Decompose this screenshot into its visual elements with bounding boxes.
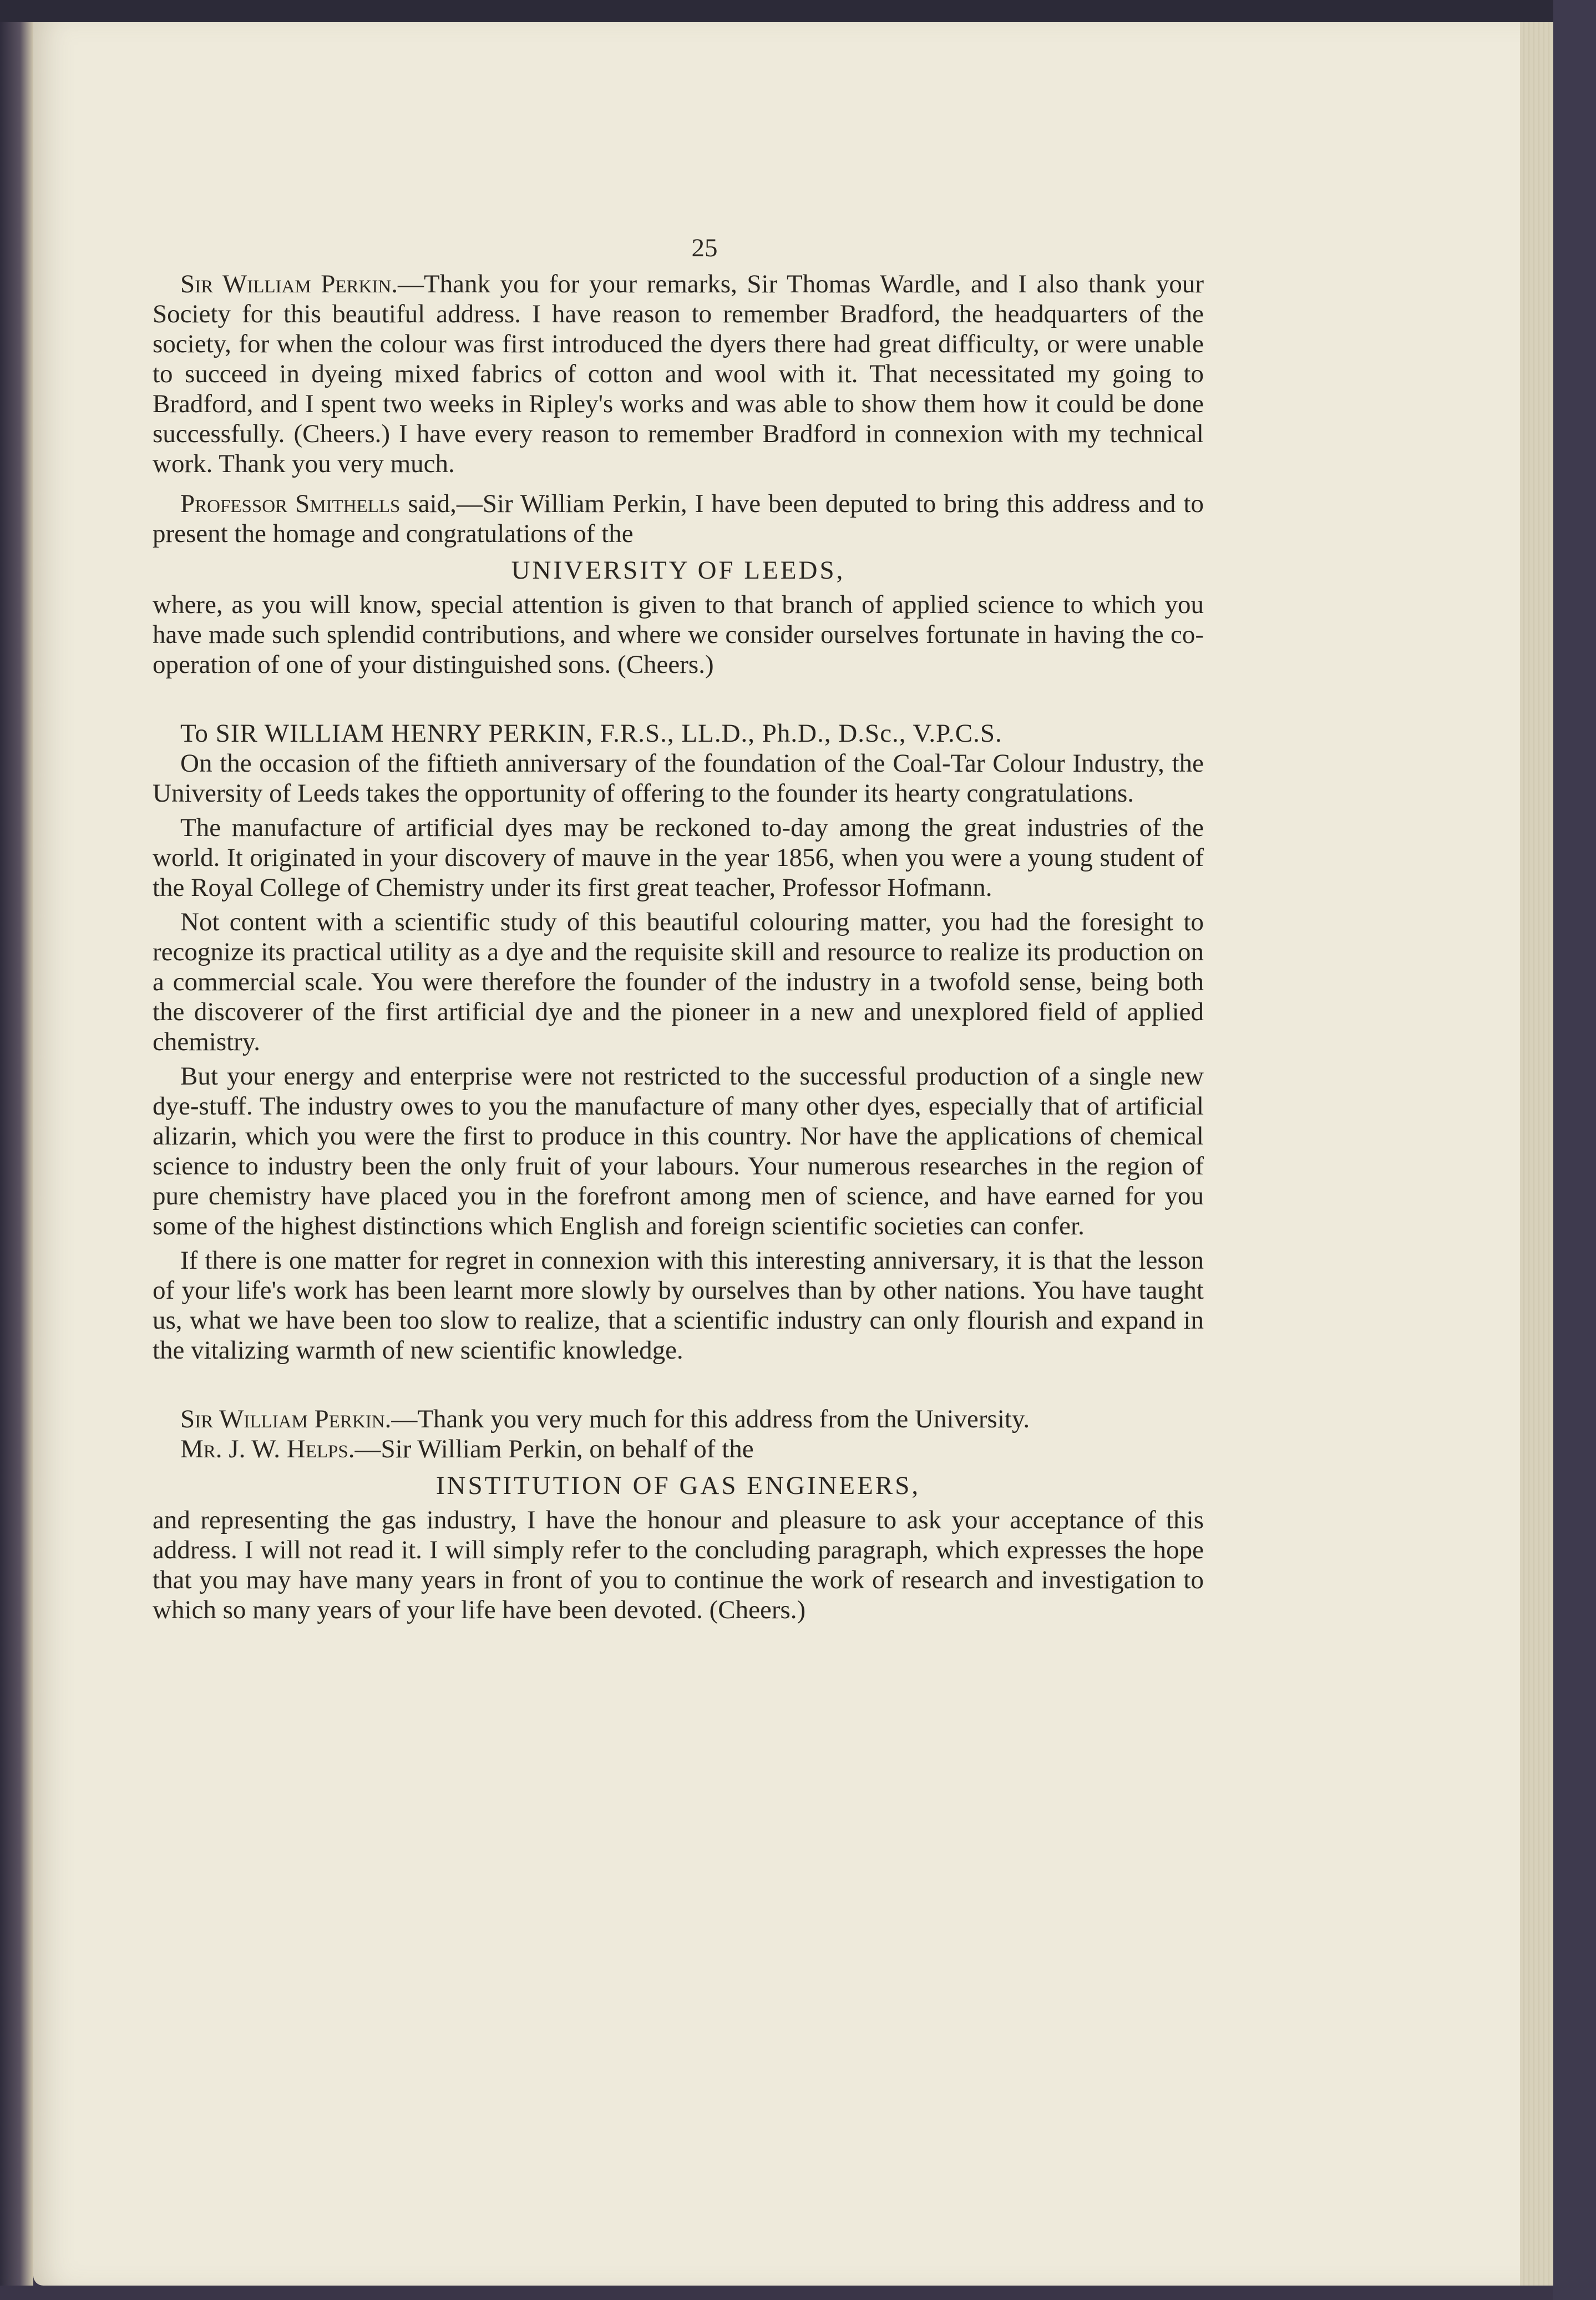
paragraph-gas-address — [153, 1505, 1204, 1625]
address-paragraph-5: If there is one matter for regret in connexion with this interesting anniversary, it is that the lesson of your life's work has been learnt more slowly by ourselves than by other nations. You have taught us, what we have been too slow to realize, that a scientific industry can only flourish and expand in the vitalizing warmth of new scientific knowledge. — [153, 1246, 1204, 1365]
paragraph-text: —Thank you for your remarks, Sir Thomas Wardle, and I also thank your Society for this beautiful address. I have reason to remember Bradford, the headquarters of the society, for when the colour was first introduced the dyers there had great difficulty, or were unable to succeed in dyeing mixed fabrics of cotton and wool with it. That necessitated my going to Bradford, and I spent two weeks in Ripley's works and was able to show them how it could be done successfully. (Cheers.) I have every reason to remember Bradford in connexion with my technical work. Thank you very much. — [153, 270, 1204, 478]
address-paragraph-4: But your energy and enterprise were not restricted to the successful production of a single new dye-stuff. The industry owes to you the manufacture of many other dyes, especially that of artificial alizarin, which you were the first to produce in this country. Nor have the applications of chemical science to industry been the only fruit of your labours. Your numerous researches in the region of pure chemistry have placed you in the forefront among men of science, and have earned for you some of the highest distinctions which English and foreign scientific societies can confer. — [153, 1062, 1204, 1240]
spacer — [153, 1365, 1204, 1404]
book-cover-edge — [1553, 0, 1596, 2300]
paragraph-text: where, as you will know, special attention is given to that branch of applied science to which you have made such splendid contributions, and where we consider ourselves fortunate in having the co-operation of one of your distinguished sons. (Cheers.) — [153, 590, 1204, 679]
paragraph-text: —Sir William Perkin, on behalf of the — [354, 1435, 754, 1463]
spacer — [153, 1057, 1204, 1061]
heading-university-of-leeds: UNIVERSITY OF LEEDS, — [511, 556, 845, 585]
address-salutation: To SIR WILLIAM HENRY PERKIN, F.R.S., LL.D., Ph.D., D.Sc., V.P.C.S. — [180, 719, 1002, 748]
paragraph-text: said,—Sir William Perkin, I have been deputed to bring this address and to present the homage and congratulations of the — [153, 489, 1204, 548]
spacer — [153, 1241, 1204, 1245]
paragraph-text: and representing the gas industry, I have the honour and pleasure to ask your acceptance of this address. I will not read it. I will simply refer to the concluding paragraph, which expresses the hope that you may have many years in front of you to continue the work of research and investigation to which so many years of your life have been devoted. (Cheers.) — [153, 1506, 1204, 1624]
book-gutter — [0, 22, 33, 2286]
spacer — [153, 479, 1204, 489]
heading-institution-of-gas-engineers: INSTITUTION OF GAS ENGINEERS, — [435, 1471, 921, 1500]
paragraph-leeds-intro — [153, 590, 1204, 680]
book-binding-top — [0, 0, 1596, 22]
page-number: 25 — [691, 234, 718, 262]
paragraph-helps — [153, 1434, 1204, 1464]
spacer — [153, 903, 1204, 907]
speaker-name: Professor Smithells — [180, 489, 401, 518]
paragraph-text: —Thank you very much for this address from the University. — [391, 1405, 1030, 1433]
address-paragraph-2: The manufacture of artificial dyes may be reckoned to-day among the great industries of the world. It originated in your discovery of mauve in the year 1856, when you were a young student of the Royal College of Chemistry under its first great teacher, Professor Hofmann. — [153, 813, 1204, 902]
speaker-name: Sir William Perkin. — [180, 1405, 392, 1433]
spacer — [153, 680, 1204, 718]
paragraph-perkin-thanks — [153, 1404, 1204, 1434]
paragraph-smithells — [153, 489, 1204, 549]
address-paragraph-3: Not content with a scientific study of this beautiful colouring matter, you had the foresight to recognize its practical utility as a dye and the requisite skill and resource to realize its production on a commercial scale. You were therefore the founder of the industry in a twofold sense, being both the discoverer of the first artificial dye and the pioneer in a new and unexplored field of applied chemistry. — [153, 908, 1204, 1056]
address-paragraph-1: On the occasion of the fiftieth anniversary of the foundation of the Coal-Tar Colour Industry, the University of Leeds takes the opportunity of offering to the founder its hearty congratulations. — [153, 749, 1204, 808]
speaker-name: Sir William Perkin. — [180, 270, 398, 298]
spacer — [153, 808, 1204, 813]
paragraph-perkin-reply — [153, 269, 1204, 479]
speaker-name: Mr. J. W. Helps. — [180, 1435, 355, 1463]
page-text-body — [153, 269, 1204, 1625]
